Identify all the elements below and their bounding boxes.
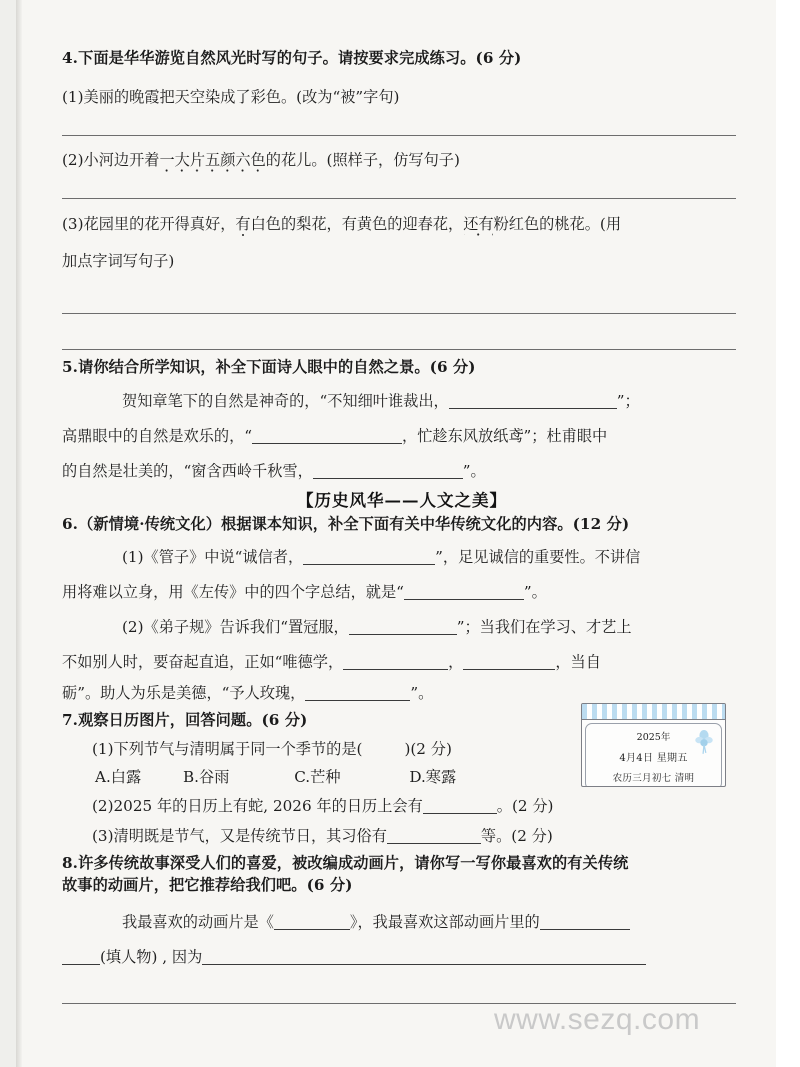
- item-text: 美丽的晚霞把天空染成了彩色。(改为“被”字句): [83, 88, 400, 106]
- question-7-options: [62, 766, 532, 787]
- item-text-pre: 小河边开着: [83, 151, 160, 169]
- question-8-answer-line1: [62, 911, 742, 935]
- q6-text-k: ”。: [410, 684, 434, 702]
- question-5-line-1: [62, 390, 742, 414]
- q8-blank-3[interactable]: [62, 949, 100, 965]
- q5-text-d: ，忙趁东风放纸鸢”；杜甫眼中: [402, 427, 608, 445]
- calendar-image: [581, 703, 726, 787]
- answer-rule-line[interactable]: [62, 349, 736, 350]
- question-6-stem: [62, 513, 742, 535]
- q6-text-c: 用将难以立身，用《左传》中的四个字总结，就是“: [62, 583, 404, 601]
- q5-blank-2[interactable]: [252, 428, 402, 444]
- question-5-number: 5.: [62, 358, 79, 376]
- q5-blank-3[interactable]: [313, 463, 463, 479]
- answer-rule-line[interactable]: [62, 135, 736, 136]
- item-emphasis-char-1: 有: [235, 215, 251, 233]
- question-8-answer-line2: [62, 946, 742, 970]
- q6-text-j: 砺”。助人为乐是美德，“予人玫瑰，: [62, 684, 306, 702]
- question-7-sub1: [62, 738, 532, 762]
- question-8-number: 8.: [62, 854, 79, 872]
- page-right-margin: [776, 0, 800, 1067]
- q6-text-h: ，: [448, 653, 464, 671]
- question-8-stem-text-2: 故事的动画片，把它推荐给我们吧。(6 分): [62, 876, 353, 894]
- q5-text-f: ”。: [462, 462, 486, 480]
- question-5-stem-text: 请你结合所学知识，补全下面诗人眼中的自然之景。(6 分): [78, 358, 476, 376]
- q6-blank-3[interactable]: [349, 619, 457, 635]
- calendar-date: 4月4日 星期五: [619, 753, 688, 764]
- q6-text-f: ”；当我们在学习、才艺上: [456, 618, 632, 636]
- q6-blank-4[interactable]: [343, 654, 448, 670]
- item-emphasis-text: 一大片五颜六色: [159, 151, 266, 169]
- q8-text-a: 我最喜欢的动画片是《: [122, 913, 274, 931]
- q8-blank-4[interactable]: [202, 949, 646, 965]
- question-6-number: 6.: [62, 515, 79, 533]
- item-text-a: 花园里的花开得真好，: [83, 215, 236, 233]
- question-5-stem: [62, 356, 742, 378]
- question-5-line-2: [62, 425, 742, 449]
- q6-text-i: ，当自: [555, 653, 601, 671]
- option-a[interactable]: [95, 766, 141, 787]
- option-c-key: C.: [294, 768, 311, 786]
- option-b-text: 谷雨: [199, 768, 230, 786]
- q6-text-b: ”，足见诚信的重要性。不讲信: [435, 548, 641, 566]
- q7-blank-1[interactable]: [423, 798, 497, 814]
- question-6-sub2-line1: [62, 616, 742, 640]
- question-4-item-1: [62, 86, 742, 110]
- page-content: [62, 0, 742, 1067]
- section-banner: 【历史风华——人文之美】: [297, 491, 507, 510]
- calendar-year: 2025年: [636, 732, 671, 743]
- answer-rule-line[interactable]: [62, 198, 736, 199]
- question-6-sub1-line2: [62, 581, 742, 605]
- q6-text-e: (2)《弟子规》告诉我们“置冠服，: [122, 618, 349, 636]
- exam-page: [16, 0, 776, 1067]
- q6-text-d: ”。: [523, 583, 547, 601]
- item-text-b: 白色的梨花，有黄色的迎春花，: [250, 215, 464, 233]
- item-text-line2: 加点字词写句子): [62, 252, 175, 270]
- q7-text-d: 。(2 分): [496, 797, 554, 815]
- calendar-lunar-date: 农历三月初七 清明: [612, 773, 695, 784]
- q5-text-b: ”；: [616, 392, 640, 410]
- option-b-key: B.: [183, 768, 199, 786]
- q8-text-b: 》，我最喜欢这部动画片里的: [349, 913, 540, 931]
- question-7-stem-text: 观察日历图片，回答问题。(6 分): [78, 711, 308, 729]
- q7-blank-2[interactable]: [387, 828, 481, 844]
- question-6-sub2-line2: [62, 651, 742, 675]
- q8-blank-2[interactable]: [540, 914, 630, 930]
- q6-text-a: (1)《管子》中说“诚信者，: [122, 548, 304, 566]
- option-c-text: 芒种: [310, 768, 341, 786]
- question-4-stem: [62, 47, 742, 69]
- option-b[interactable]: [183, 766, 229, 787]
- question-7-number: 7.: [62, 711, 79, 729]
- q6-blank-1[interactable]: [303, 549, 435, 565]
- question-7-sub3: [62, 825, 742, 849]
- option-d-text: 寒露: [425, 768, 457, 786]
- q6-blank-6[interactable]: [305, 685, 410, 701]
- flower-decoration-icon: [693, 727, 715, 755]
- q6-blank-5[interactable]: [463, 654, 555, 670]
- item-label: (1): [62, 88, 84, 106]
- option-d-key: D.: [409, 768, 426, 786]
- q5-blank-1[interactable]: [449, 393, 617, 409]
- question-4-stem-text: 下面是华华游览自然风光时写的句子。请按要求完成练习。(6 分): [78, 49, 522, 67]
- q7-text-a: (1)下列节气与清明属于同一个季节的是(: [92, 740, 363, 758]
- site-watermark: www.sezq.com: [494, 1003, 701, 1036]
- calendar-body: [585, 723, 722, 787]
- q5-text-e: 的自然是壮美的，“窗含西岭千秋雪，: [62, 462, 313, 480]
- q7-text-f: 等。(2 分): [480, 827, 553, 845]
- question-4-number: 4.: [62, 49, 79, 67]
- question-6-stem-text: （新情境·传统文化）根据课本知识，补全下面有关中华传统文化的内容。(12 分): [78, 515, 630, 533]
- question-7-sub2: [62, 795, 742, 819]
- q5-text-c: 高鼎眼中的自然是欢乐的，“: [62, 427, 253, 445]
- q8-blank-1[interactable]: [274, 914, 350, 930]
- question-8-stem-line2: [62, 874, 742, 896]
- q6-blank-2[interactable]: [404, 584, 524, 600]
- answer-rule-line[interactable]: [62, 313, 736, 314]
- question-5-line-3: [62, 460, 742, 484]
- item-emphasis-char-2: 还有: [463, 215, 494, 233]
- option-a-key: A.: [95, 768, 111, 786]
- q8-text-c: (填人物) , 因为: [100, 948, 203, 966]
- option-c[interactable]: [294, 766, 340, 787]
- option-d[interactable]: [409, 766, 456, 787]
- q7-text-e: (3)清明既是节气，又是传统节日，其习俗有: [92, 827, 387, 845]
- item-label: (2): [62, 151, 84, 169]
- q7-text-c: (2)2025 年的日历上有蛇, 2026 年的日历上会有: [92, 797, 423, 815]
- q6-text-g: 不如别人时，要奋起直追，正如“唯德学，: [62, 653, 344, 671]
- item-text-c: 粉红色的桃花。(用: [493, 215, 622, 233]
- item-text-post: 的花儿。(照样子，仿写句子): [265, 151, 460, 169]
- question-4-item-2: [62, 149, 742, 173]
- question-4-item-3-line2: [62, 250, 742, 274]
- item-label: (3): [62, 215, 84, 233]
- option-a-text: 白露: [110, 768, 142, 786]
- q5-text-a: 贺知章笔下的自然是神奇的，“不知细叶谁裁出，: [122, 392, 449, 410]
- calendar-stripe-header: [582, 704, 725, 720]
- question-8-stem-line1: [62, 852, 742, 874]
- question-6-sub1-line1: [62, 546, 742, 570]
- q7-text-b: )(2 分): [404, 740, 452, 758]
- question-8-stem-text-1: 许多传统故事深受人们的喜爱，被改编成动画片，请你写一写你最喜欢的有关传统: [78, 854, 629, 872]
- question-4-item-3-line1: [62, 213, 742, 237]
